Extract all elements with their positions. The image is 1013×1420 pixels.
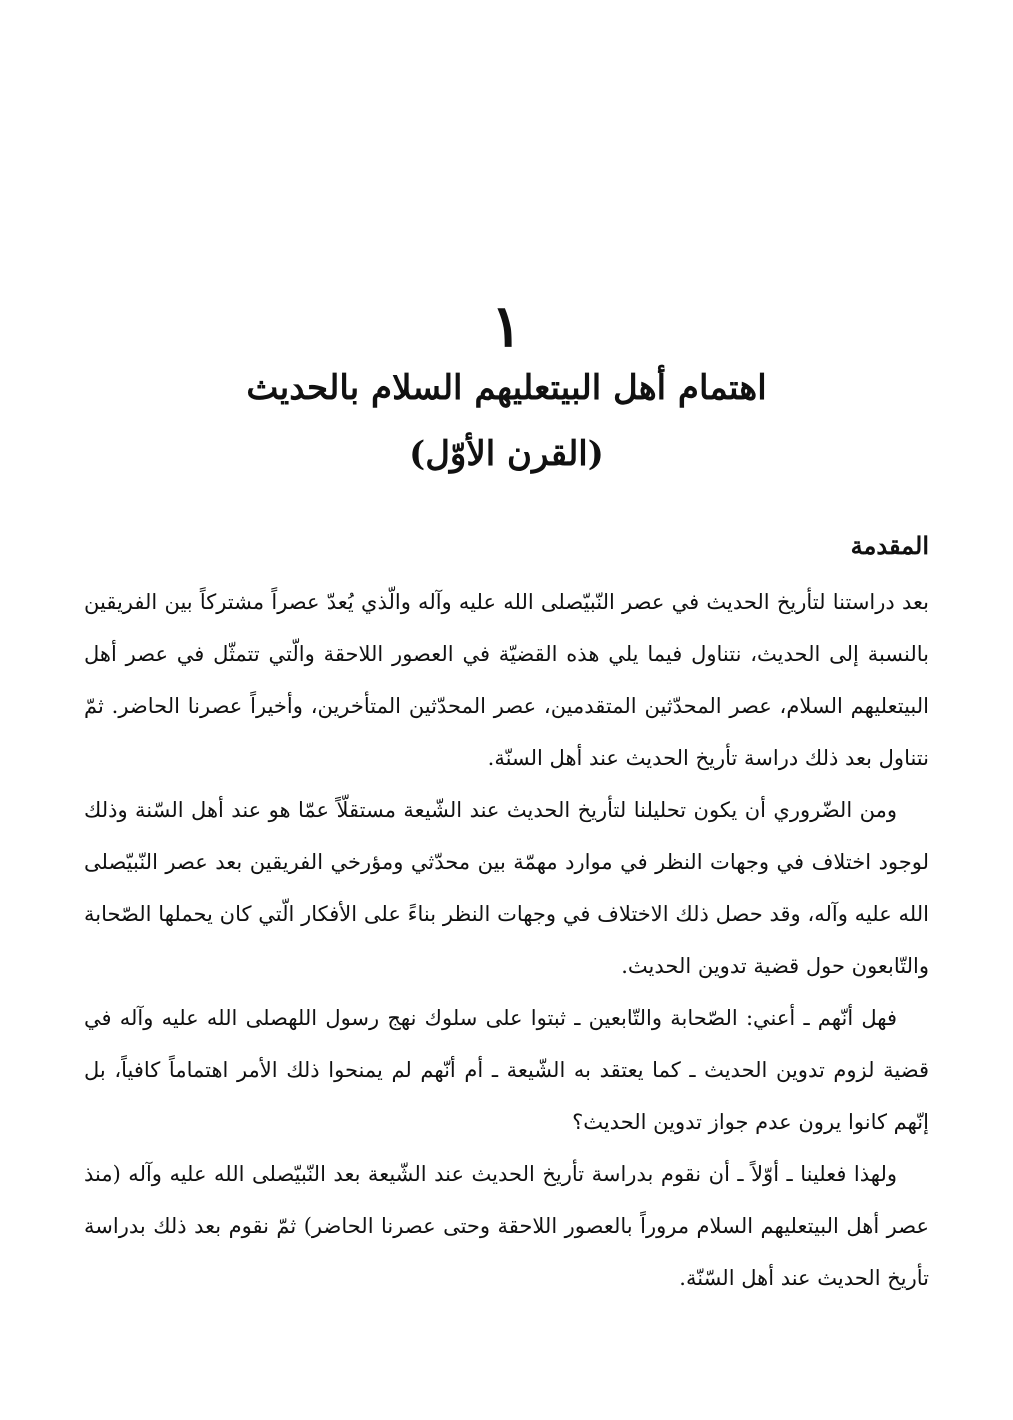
chapter-subtitle: (القرن الأوّل) [409, 434, 604, 474]
paragraph-2: ومن الضّروري أن يكون تحليلنا لتأريخ الحديث عند الشّيعة مستقلّاً عمّا هو عند أهل السّنة وذلك لوجود اختلاف في وجهات النظر في موارد مهمّة بين محدّثي ومؤرخي الفريقين بعد عصر النّبيّصلى الله عليه وآله، وقد حصل ذلك الاختلاف في وجهات النظر بناءً على الأفكار الّتي كان يحملها الصّحابة والتّابعون حول قضية تدوين الحديث. [84, 798, 929, 978]
document-page [84, 0, 929, 1420]
chapter-title: اهتمام أهل البيتعليهم السلام بالحديث [246, 368, 767, 408]
paragraph-1: بعد دراستنا لتأريخ الحديث في عصر النّبيّصلى الله عليه وآله والّذي يُعدّ عصراً مشتركاً بين الفريقين بالنسبة إلى الحديث، نتناول فيما يلي هذه القضيّة في العصور اللاحقة والّتي تتمثّل في عصر أهل البيتعليهم السلام، عصر المحدّثين المتقدمين، عصر المحدّثين المتأخرين، وأخيراً عصرنا الحاضر. ثمّ نتناول بعد ذلك دراسة تأريخ الحديث عند أهل السنّة. [84, 590, 929, 770]
paragraph-3: فهل أنّهم ـ أعني: الصّحابة والتّابعين ـ ثبتوا على سلوك نهج رسول اللهصلى الله عليه وآله في قضية لزوم تدوين الحديث ـ كما يعتقد به الشّيعة ـ أم أنّهم لم يمنحوا ذلك الأمر اهتماماً كافياً، بل إنّهم كانوا يرون عدم جواز تدوين الحديث؟ [84, 1006, 929, 1134]
section-heading: المقدمة [850, 531, 929, 560]
chapter-number: ١ [490, 292, 523, 360]
body-text [84, 576, 929, 1304]
paragraph-4: ولهذا فعلينا ـ أوّلاً ـ أن نقوم بدراسة تأريخ الحديث عند الشّيعة بعد النّبيّصلى الله عليه وآله (منذ عصر أهل البيتعليهم السلام مروراً بالعصور اللاحقة وحتى عصرنا الحاضر) ثمّ نقوم بعد ذلك بدراسة تأريخ الحديث عند أهل السّنّة. [84, 1162, 929, 1290]
